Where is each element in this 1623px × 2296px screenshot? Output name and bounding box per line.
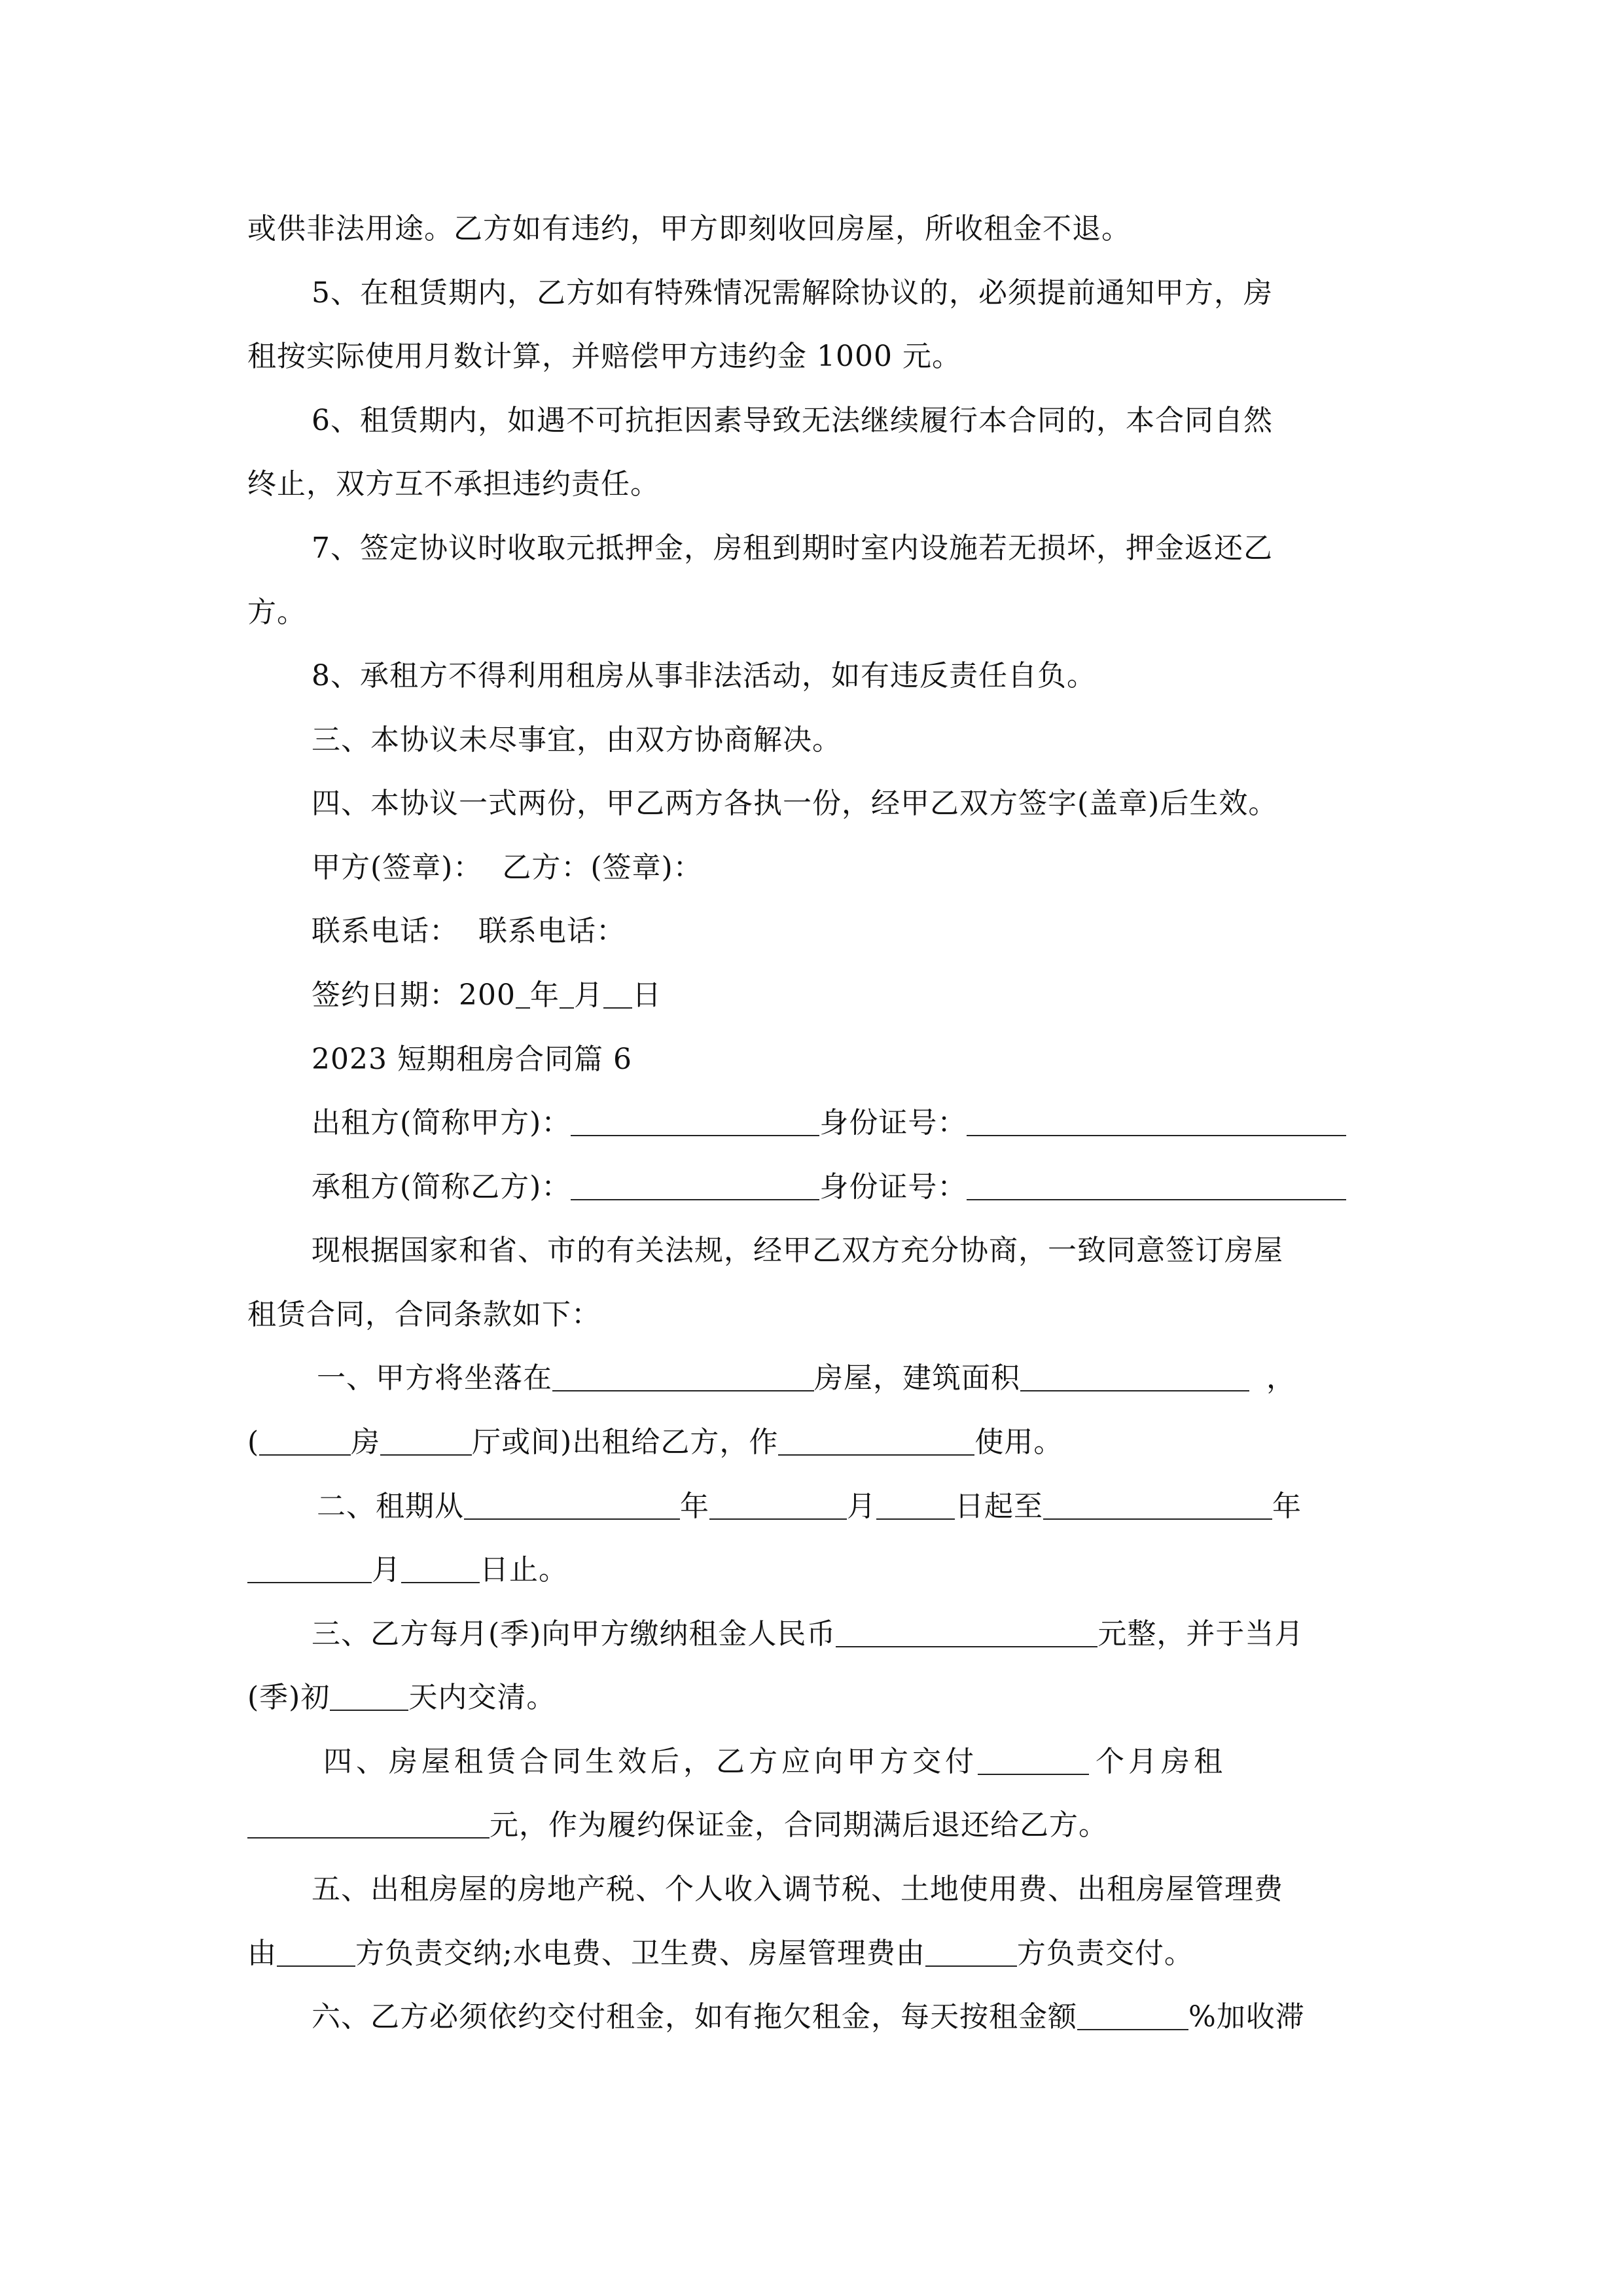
blank-field [571,1173,819,1200]
text: 现根据国家和省、市的有关法规，经甲乙双方充分协商，一致同意签订房屋 [312,1234,1283,1267]
text: 日 [632,978,662,1012]
blank-field [552,1364,814,1391]
lessor-line [312,1103,1380,1143]
text: 8、承租方不得利用租房从事非法活动，如有违反责任自负。 [312,659,1096,692]
paragraph-line [312,656,1380,696]
text: 日起至 [955,1490,1043,1523]
blank-field [401,1556,480,1583]
clause-1-line [247,1423,1380,1462]
id-number-label: 身份证号： [819,1170,967,1204]
text: 一、甲方将坐落在 [317,1361,552,1395]
text: 租赁合同，合同条款如下： [247,1298,601,1331]
blank-field [836,1620,1097,1647]
text: 6、租赁期内，如遇不可抗拒因素导致无法继续履行本合同的，本合同自然 [312,404,1273,437]
paragraph-line [247,593,1380,632]
paragraph-line [312,721,1380,760]
blank-field [925,1939,1017,1967]
text: 五、出租房屋的房地产税、个人收入调节税、土地使用费、出租房屋管理费 [312,1873,1283,1906]
text: 三、本协议未尽事宜，由双方协商解决。 [312,723,842,757]
text: ， [1266,1361,1296,1395]
paragraph-line [312,1231,1380,1270]
text: 由 [247,1937,277,1970]
text: 二、租期从 [317,1490,464,1523]
contact-line [312,912,1380,951]
text: 月 [372,1553,401,1587]
text: 月 [573,978,603,1012]
blank-field [778,1428,974,1456]
blank-field [1020,1364,1249,1391]
clause-3-line [247,1678,1380,1717]
id-number-label: 身份证号： [819,1106,967,1139]
blank-field [876,1492,955,1520]
sign-date-label: 签约日期：200 [312,978,516,1012]
blank-field [259,1428,351,1456]
clause-2-line [247,1551,1380,1590]
paragraph-line [312,529,1380,568]
text: 月 [847,1490,876,1523]
clause-4-line [323,1742,1380,1782]
blank-field [247,1811,490,1839]
text: 四、本协议一式两份，甲乙两方各执一份，经甲乙双方签字(盖章)后生效。 [312,787,1278,820]
text: 六、乙方必须依约交付租金，如有拖欠租金，每天按租金额 [312,2000,1077,2034]
blank-field [380,1428,472,1456]
text: 租按实际使用月数计算，并赔偿甲方违约金 1000 元。 [247,340,961,373]
text: 厅或间)出租给乙方，作 [472,1426,779,1459]
text: %加收滞 [1188,2000,1305,2034]
party-a-phone-label: 联系电话： [312,914,459,948]
lessor-label: 出租方(简称甲方)： [312,1106,571,1139]
text: (季)初 [247,1681,330,1714]
paragraph-line [247,209,1380,249]
clause-4-line [247,1806,1380,1845]
lessee-line [312,1168,1380,1207]
blank-field [277,1939,355,1967]
section-title [312,1040,1380,1079]
blank-field [247,1556,372,1583]
blank-field [571,1109,819,1136]
blank-field [560,981,574,1009]
clause-2-line [317,1487,1380,1526]
text: 年 [680,1490,709,1523]
blank-field [516,981,530,1009]
blank-field [603,981,632,1009]
text: 方。 [247,596,306,629]
blank-field [967,1173,1346,1200]
text: 方负责交付。 [1016,1937,1194,1970]
text: 个月房租 [1096,1745,1226,1778]
blank-field [1043,1492,1272,1520]
text: 年 [529,978,560,1012]
text: 终止，双方互不承担违约责任。 [247,467,660,501]
blank-field [978,1748,1089,1775]
text: 使用。 [974,1426,1063,1459]
text: 元，作为履约保证金，合同期满后退还给乙方。 [490,1808,1108,1842]
text: 5、在租赁期内，乙方如有特殊情况需解除协议的，必须提前通知甲方，房 [312,276,1273,310]
text: 三、乙方每月(季)向甲方缴纳租金人民币 [312,1617,836,1651]
paragraph-line [312,784,1380,823]
text: 2023 短期租房合同篇 6 [312,1043,632,1076]
paragraph-line [247,337,1380,376]
text: 方负责交纳;水电费、卫生费、房屋管理费由 [355,1937,925,1970]
paragraph-line [312,274,1380,313]
blank-field [464,1492,680,1520]
clause-6-line [312,1998,1380,2037]
text: 7、签定协议时收取元抵押金，房租到期时室内设施若无损坏，押金返还乙 [312,531,1273,565]
paragraph-line [247,465,1380,504]
blank-field [967,1109,1346,1136]
text: 四、房屋租赁合同生效后，乙方应向甲方交付 [323,1745,978,1778]
text: 天内交清。 [408,1681,556,1714]
clause-1-line [317,1359,1380,1398]
text: 房屋，建筑面积 [814,1361,1020,1395]
paragraph-line [312,401,1380,440]
party-b-sign-label: 乙方：(签章)： [502,851,703,884]
paragraph-line [247,1295,1380,1335]
sign-date-line [312,976,1380,1015]
party-b-phone-label: 联系电话： [478,914,626,948]
blank-field [709,1492,847,1520]
text: 房 [351,1426,381,1459]
signature-line [312,848,1380,888]
text: 日止。 [480,1553,568,1587]
lessee-label: 承租方(简称乙方)： [312,1170,571,1204]
clause-3-line [312,1615,1380,1654]
clause-5-line [312,1870,1380,1909]
text: 元整，并于当月 [1097,1617,1304,1651]
text: 年 [1272,1490,1302,1523]
party-a-sign-label: 甲方(签章)： [312,851,483,884]
text: 或供非法用途。乙方如有违约，甲方即刻收回房屋，所收租金不退。 [247,212,1131,245]
blank-field [330,1683,408,1711]
clause-5-line [247,1934,1380,1973]
blank-field [1077,2003,1188,2030]
text: ( [247,1426,260,1459]
